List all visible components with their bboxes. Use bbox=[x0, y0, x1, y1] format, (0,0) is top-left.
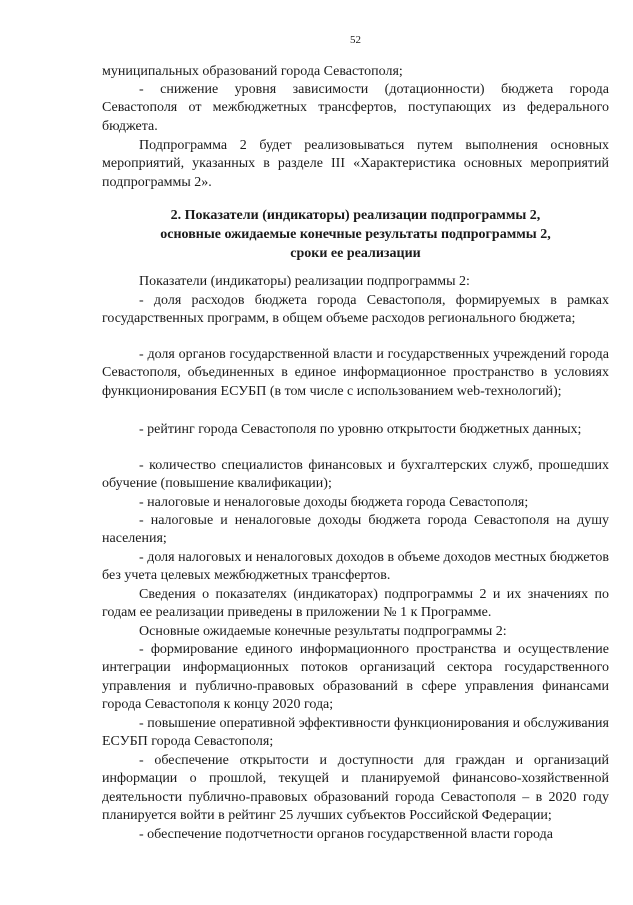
list-item: - налоговые и неналоговые доходы бюджета города Севастополя; bbox=[139, 495, 529, 510]
paragraph: муниципальных образований города Севастополя; bbox=[102, 64, 403, 79]
paragraph: Подпрограмма 2 будет реализовываться путем выполнения основных мероприятий, указанных в разделе III «Характеристика основных мероприятий подпрограммы 2». bbox=[102, 138, 609, 190]
list-item: - повышение оперативной эффективности функционирования и обслуживания ЕСУБП города Севастополя; bbox=[102, 716, 609, 750]
page-number: 52 bbox=[350, 34, 361, 46]
paragraph: - снижение уровня зависимости (дотационности) бюджета города Севастополя от межбюджетных трансфертов, поступающих из федерального бюджета. bbox=[102, 82, 609, 134]
list-item: - налоговые и неналоговые доходы бюджета города Севастополя на душу населения; bbox=[102, 513, 609, 547]
list-item: - рейтинг города Севастополя по уровню открытости бюджетных данных; bbox=[139, 422, 582, 437]
paragraph: Показатели (индикаторы) реализации подпрограммы 2: bbox=[139, 274, 470, 289]
list-item: - обеспечение открытости и доступности для граждан и организаций информации о прошлой, текущей и планируемой финансово-хозяйственной деятельности публично-правовых образований города Севастополя – в 2020 году планируется войти в рейтинг 25 лучших субъектов Российской Федерации; bbox=[102, 753, 609, 824]
list-item: - количество специалистов финансовых и бухгалтерских служб, прошедших обучение (повышение квалификации); bbox=[102, 458, 609, 492]
list-item: - обеспечение подотчетности органов государственной власти города bbox=[139, 827, 553, 842]
section-heading bbox=[102, 206, 609, 263]
paragraph: Сведения о показателях (индикаторах) подпрограммы 2 и их значениях по годам ее реализации приведены в приложении № 1 к Программе. bbox=[102, 587, 609, 621]
list-item: - доля налоговых и неналоговых доходов в объеме доходов местных бюджетов без учета целевых межбюджетных трансфертов. bbox=[102, 550, 609, 584]
list-item: - доля расходов бюджета города Севастополя, формируемых в рамках государственных программ, в общем объеме расходов регионального бюджета; bbox=[102, 293, 609, 327]
heading-line: 2. Показатели (индикаторы) реализации подпрограммы 2, bbox=[170, 208, 541, 223]
list-item: - доля органов государственной власти и государственных учреждений города Севастополя, объединенных в единое информационное пространство в условиях функционирования ЕСУБП (в том числе с использованием web-технологий); bbox=[102, 347, 609, 399]
document-page bbox=[102, 0, 609, 905]
list-item: - формирование единого информационного пространства и осуществление интеграции информационных потоков организаций сектора государственного управления и публично-правовых образований в сфере управления финансами города Севастополя к концу 2020 года; bbox=[102, 642, 609, 713]
heading-line: основные ожидаемые конечные результаты подпрограммы 2, bbox=[160, 227, 551, 242]
heading-line: сроки ее реализации bbox=[290, 246, 421, 261]
paragraph: Основные ожидаемые конечные результаты подпрограммы 2: bbox=[139, 624, 507, 639]
